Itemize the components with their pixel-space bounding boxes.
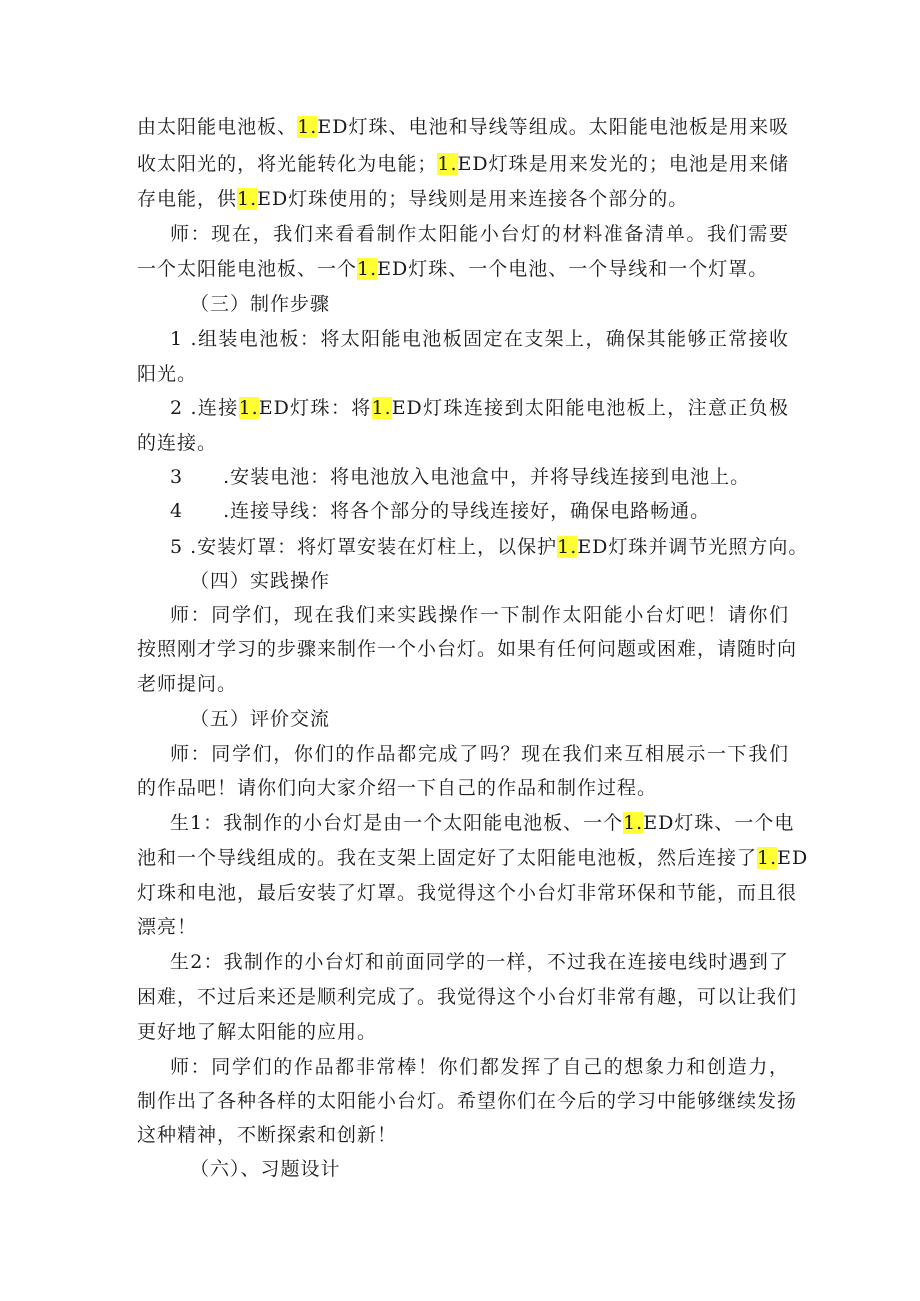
- highlighted-text: 1.: [371, 397, 392, 419]
- text-line: [170, 322, 789, 356]
- text-line: [190, 564, 330, 598]
- text-line: [137, 252, 768, 286]
- text-run: 池和一个导线组成的。我在支架上固定好了太阳能电池板，然后连接了: [137, 847, 758, 869]
- text-line: [190, 702, 330, 736]
- text-run: 灯珠和电池，最后安装了灯罩。我觉得这个小台灯非常环保和节能，而且很: [137, 882, 798, 904]
- text-line: [137, 182, 688, 216]
- highlighted-text: 1.: [557, 536, 578, 558]
- text-line: [170, 945, 789, 979]
- text-line: [137, 876, 798, 910]
- text-run: ED: [777, 847, 809, 869]
- text-run: 师：现在，我们来看看制作太阳能小台灯的材料准备清单。我们需要: [170, 223, 789, 245]
- highlighted-text: 1.: [623, 812, 644, 834]
- text-run: 1 .组装电池板：将太阳能电池板固定在支架上，确保其能够正常接收: [170, 328, 789, 350]
- text-line: [170, 530, 808, 564]
- text-line: [137, 771, 657, 805]
- text-line: [137, 110, 789, 144]
- text-line: [170, 460, 750, 494]
- text-run: 的连接。: [137, 432, 218, 454]
- text-line: [137, 426, 217, 460]
- highlighted-text: 1.: [237, 188, 258, 210]
- text-line: [137, 357, 197, 391]
- text-line: [170, 391, 789, 425]
- highlighted-text: 1.: [437, 153, 458, 175]
- text-run: 更好地了解太阳能的应用。: [137, 1021, 378, 1043]
- text-run: 师：同学们，你们的作品都完成了吗？现在我们来互相展示一下我们: [170, 743, 789, 765]
- text-run: （六）、习题设计: [190, 1158, 341, 1180]
- text-run: ED灯珠是用来发光的；电池是用来储: [457, 153, 789, 175]
- text-run: 5 .安装灯罩：将灯罩安装在灯柱上，以保护: [170, 536, 558, 558]
- text-run: 这种精神，不断探索和创新！: [137, 1124, 398, 1146]
- text-run: ED灯珠、电池和导线等组成。太阳能电池板是用来吸: [317, 116, 789, 138]
- text-run: 生2：我制作的小台灯和前面同学的一样，不过我在连接电线时遇到了: [170, 951, 789, 973]
- text-run: 由太阳能电池板、: [137, 116, 298, 138]
- text-run: ED灯珠、一个电池、一个导线和一个灯罩。: [377, 258, 769, 280]
- text-run: 老师提问。: [137, 673, 238, 695]
- text-run: 3 .安装电池：将电池放入电池盒中，并将导线连接到电池上。: [170, 466, 751, 488]
- text-line: [137, 910, 197, 944]
- text-run: 存电能，供: [137, 188, 238, 210]
- text-line: [137, 1084, 798, 1118]
- text-line: [170, 598, 789, 632]
- text-line: [190, 1152, 341, 1186]
- text-run: ED灯珠使用的；导线则是用来连接各个部分的。: [257, 188, 689, 210]
- text-line: [137, 1118, 397, 1152]
- highlighted-text: 1.: [357, 258, 378, 280]
- text-run: 生1：我制作的小台灯是由一个太阳能电池板、一个: [170, 812, 624, 834]
- text-run: 困难，不过后来还是顺利完成了。我觉得这个小台灯非常有趣，可以让我们: [137, 986, 798, 1008]
- text-run: （四）实践操作: [190, 570, 331, 592]
- text-run: 按照刚才学习的步骤来制作一个小台灯。如果有任何问题或困难，请随时向: [137, 638, 798, 660]
- text-run: 一个太阳能电池板、一个: [137, 258, 358, 280]
- text-run: 师：同学们，现在我们来实践操作一下制作太阳能小台灯吧！请你们: [170, 604, 789, 626]
- highlighted-text: 1.: [297, 116, 318, 138]
- text-run: 收太阳光的，将光能转化为电能；: [137, 153, 438, 175]
- text-run: 漂亮！: [137, 916, 198, 938]
- text-line: [137, 147, 789, 181]
- text-run: 2 .连接: [170, 397, 239, 419]
- text-line: [137, 1015, 377, 1049]
- text-run: ED灯珠连接到太阳能电池板上，注意正负极: [391, 397, 790, 419]
- text-line: [190, 287, 330, 321]
- text-line: [137, 980, 798, 1014]
- text-line: [170, 737, 789, 771]
- text-run: ED灯珠、一个电: [643, 812, 795, 834]
- text-line: [170, 494, 710, 528]
- text-run: （三）制作步骤: [190, 293, 331, 315]
- text-run: ED灯珠并调节光照方向。: [577, 536, 809, 558]
- text-line: [170, 1050, 789, 1084]
- highlighted-text: 1.: [238, 397, 259, 419]
- text-line: [170, 217, 789, 251]
- text-run: 阳光。: [137, 363, 198, 385]
- text-run: 制作出了各种各样的太阳能小台灯。希望你们在今后的学习中能够继续发扬: [137, 1090, 798, 1112]
- text-run: ED灯珠：将: [258, 397, 372, 419]
- text-run: （五）评价交流: [190, 708, 331, 730]
- text-line: [170, 806, 795, 840]
- text-run: 的作品吧！请你们向大家介绍一下自己的作品和制作过程。: [137, 777, 658, 799]
- text-line: [137, 841, 809, 875]
- text-run: 师：同学们的作品都非常棒！你们都发挥了自己的想象力和创造力，: [170, 1056, 789, 1078]
- highlighted-text: 1.: [757, 847, 778, 869]
- text-line: [137, 632, 798, 666]
- text-run: 4 .连接导线：将各个部分的导线连接好，确保电路畅通。: [170, 500, 711, 522]
- text-line: [137, 667, 237, 701]
